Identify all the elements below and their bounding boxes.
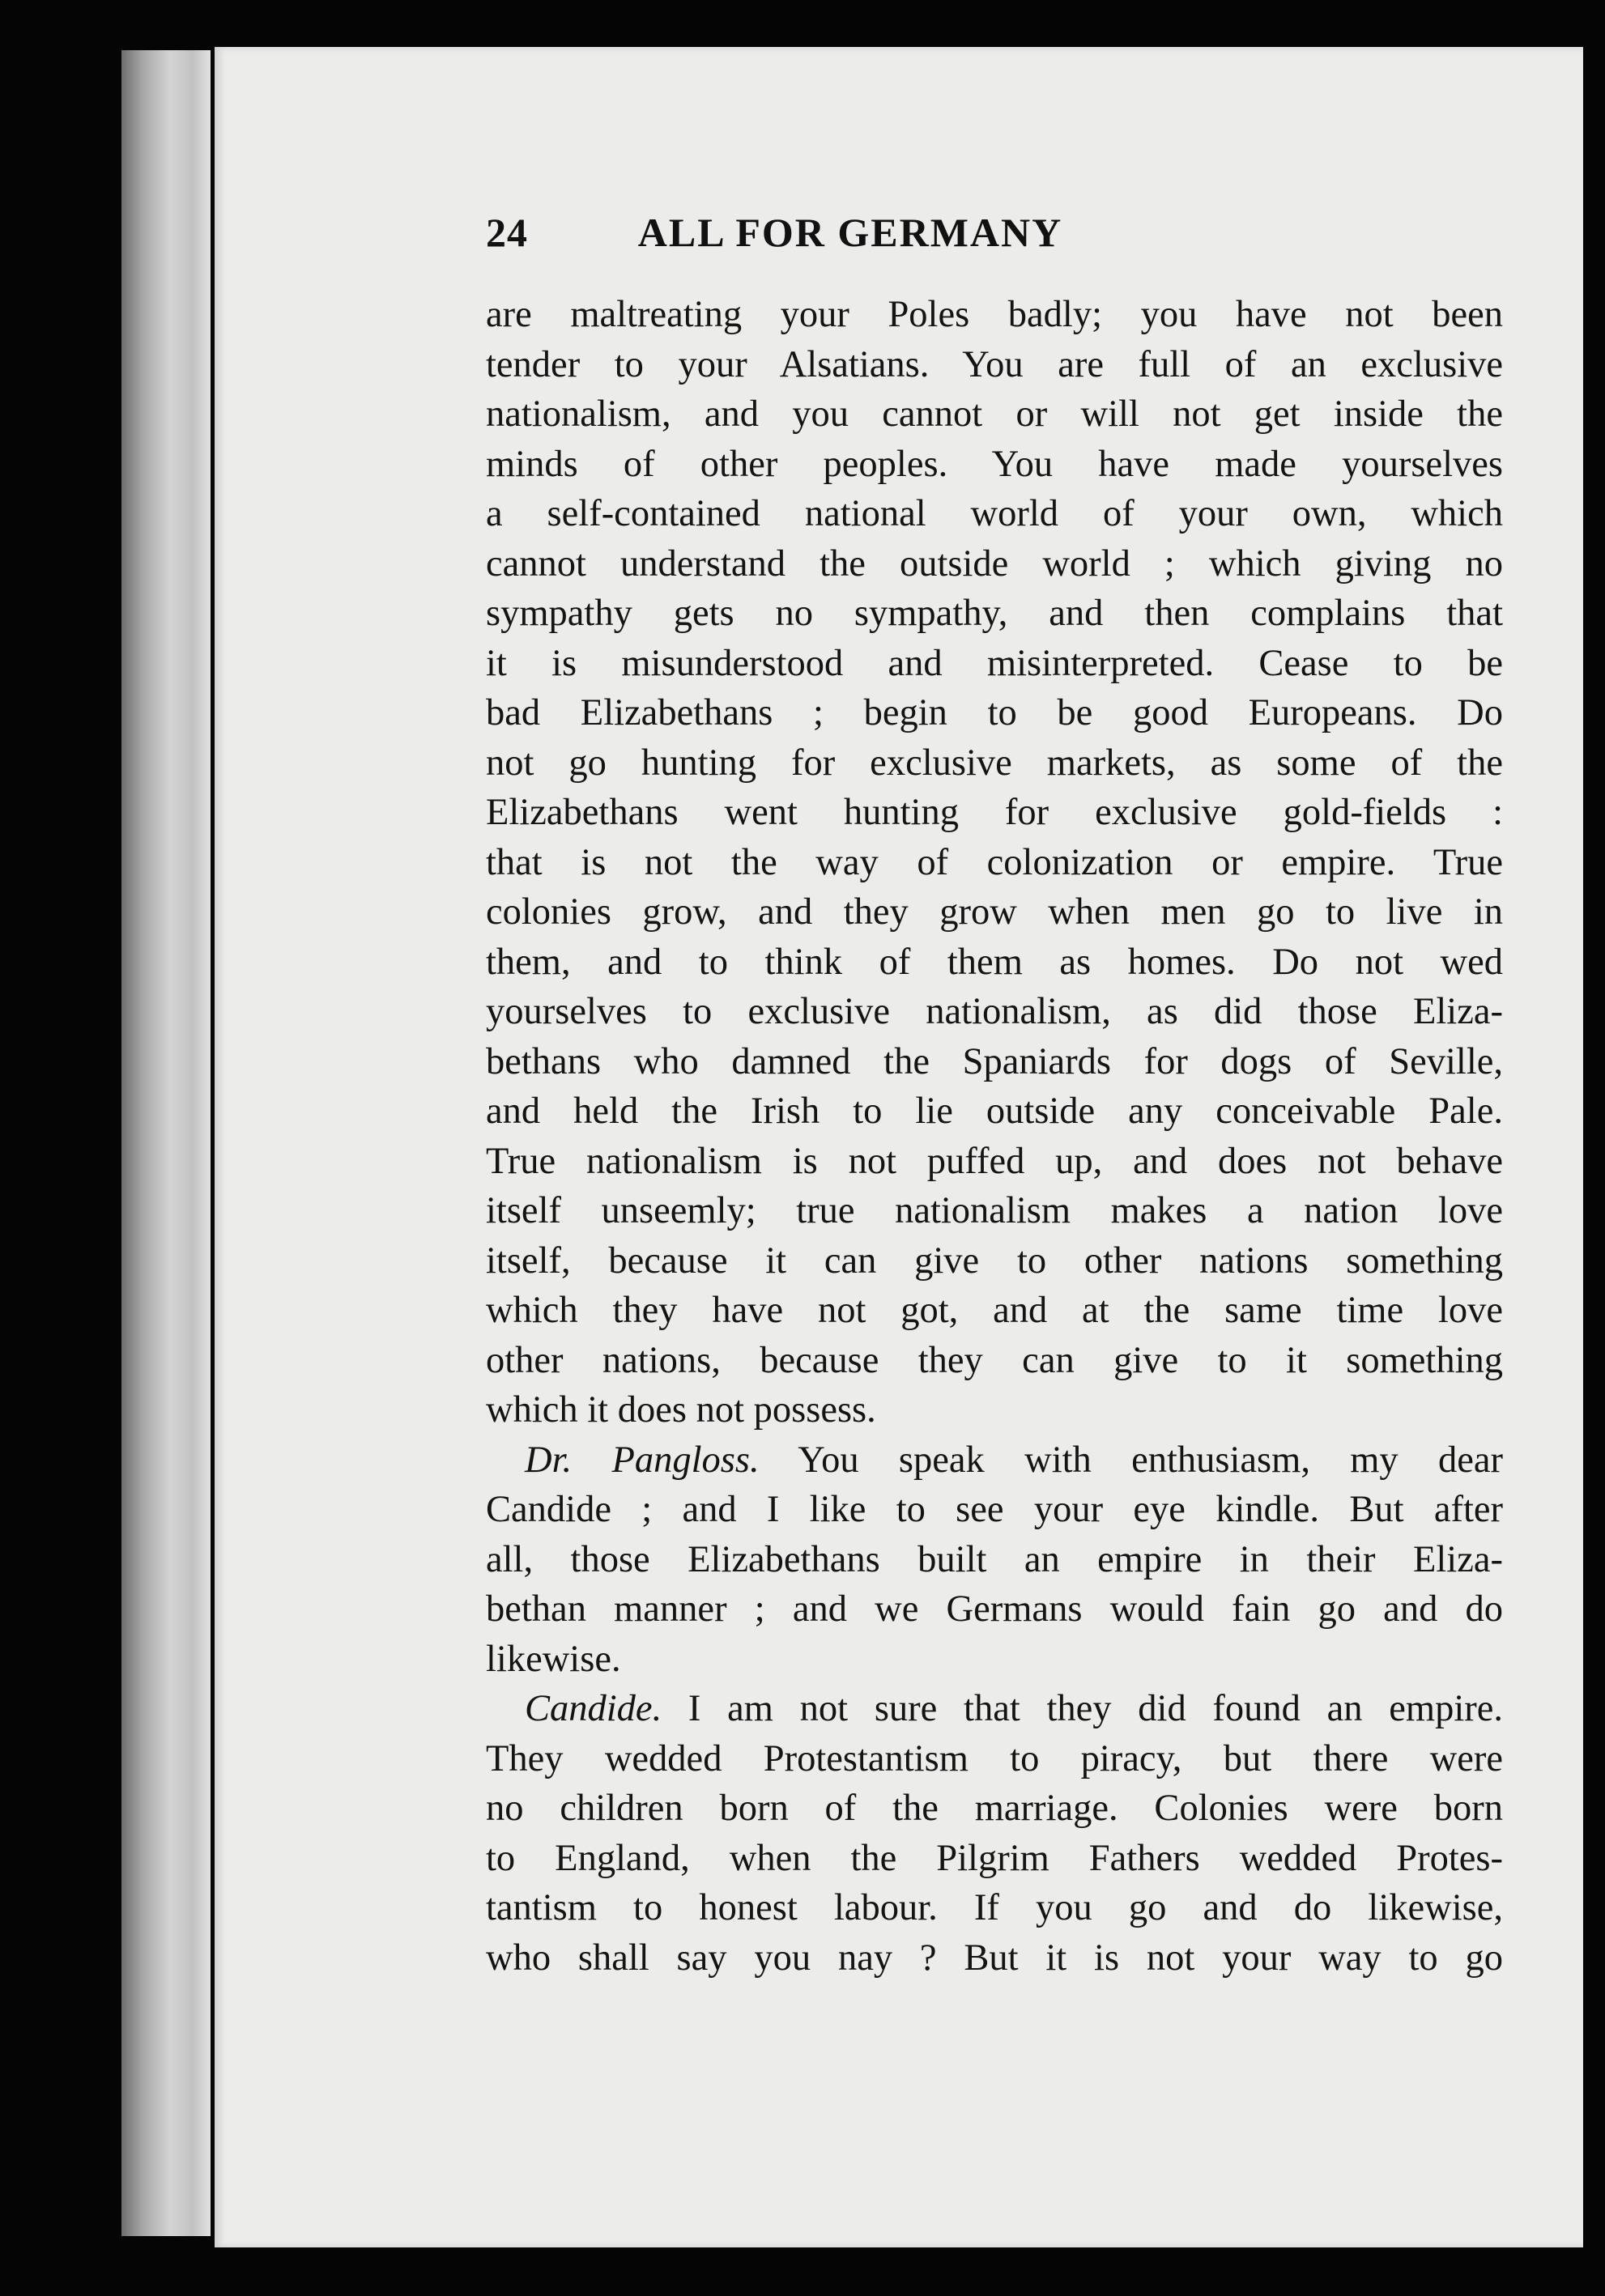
text-line <box>486 1236 1503 1286</box>
page-edges <box>121 50 211 2236</box>
text-line <box>486 987 1503 1037</box>
text-line <box>486 1535 1503 1585</box>
text-line <box>486 389 1503 440</box>
text-line <box>486 440 1503 490</box>
text-line <box>486 838 1503 888</box>
line-text: no children born of the marriage. Colonies were born <box>486 1788 1503 1829</box>
line-text: bethan manner ; and we Germans would fain go and do <box>486 1588 1503 1630</box>
line-text: to England, when the Pilgrim Fathers wedded Protes- <box>486 1837 1503 1879</box>
line-text: itself unseemly; true nationalism makes a nation love <box>486 1190 1503 1231</box>
line-text: Candide ; and I like to see your eye kindle. But after <box>486 1489 1503 1530</box>
line-text: I am not sure that they did found an empire. <box>662 1688 1503 1729</box>
line-text: and held the Irish to lie outside any conceivable Pale. <box>486 1091 1503 1132</box>
text-line <box>486 1883 1503 1933</box>
line-text: which they have not got, and at the same time love <box>486 1290 1503 1331</box>
page-header <box>486 209 1215 266</box>
text-line <box>486 1734 1503 1784</box>
line-text: bethans who damned the Spaniards for dogs of Seville, <box>486 1040 1503 1082</box>
text-line <box>486 1784 1503 1834</box>
text-line <box>486 1635 1503 1685</box>
line-text: it is misunderstood and misinterpreted. Cease to be <box>486 642 1503 684</box>
line-text: cannot understand the outside world ; which giving no <box>486 542 1503 585</box>
text-line <box>486 340 1503 390</box>
line-text: not go hunting for exclusive markets, as some of the <box>486 742 1503 784</box>
text-line <box>486 938 1503 988</box>
line-text: yourselves to exclusive nationalism, as did those Eliza- <box>486 991 1503 1032</box>
line-text: that is not the way of colonization or empire. True <box>486 841 1503 883</box>
speaker-name: Dr. Pangloss. <box>525 1439 760 1481</box>
text-line <box>486 788 1503 838</box>
text-line <box>486 1385 1503 1435</box>
line-text: Elizabethans went hunting for exclusive gold-fields : <box>486 792 1503 833</box>
body-text <box>486 290 1503 1983</box>
speaker-name: Candide. <box>525 1688 662 1729</box>
line-text: who shall say you nay ? But it is not your way to go <box>486 1937 1503 1979</box>
text-line <box>486 688 1503 738</box>
line-text: nationalism, and you cannot or will not get inside the <box>486 393 1503 435</box>
text-line <box>486 1286 1503 1336</box>
line-text: bad Elizabethans ; begin to be good Europeans. Do <box>486 692 1503 733</box>
text-line <box>486 1684 1503 1734</box>
line-text: other nations, because they can give to it something <box>486 1339 1503 1381</box>
text-line <box>486 1137 1503 1187</box>
text-line <box>486 1933 1503 1983</box>
text-line <box>486 1485 1503 1535</box>
line-text: colonies grow, and they grow when men go to live in <box>486 891 1503 933</box>
line-text: They wedded Protestantism to piracy, but there were <box>486 1737 1503 1779</box>
line-text: sympathy gets no sympathy, and then complains that <box>486 593 1503 634</box>
line-text: them, and to think of them as homes. Do not wed <box>486 941 1503 983</box>
running-title: ALL FOR GERMANY <box>637 210 1063 255</box>
line-text: are maltreating your Poles badly; you have not been <box>486 294 1503 335</box>
page-number: 24 <box>486 210 528 255</box>
text-line <box>486 489 1503 539</box>
line-text: likewise. <box>486 1638 621 1680</box>
text-line <box>486 539 1503 589</box>
text-line <box>486 1037 1503 1087</box>
text-line <box>486 1186 1503 1236</box>
text-line <box>486 1584 1503 1635</box>
text-line <box>486 589 1503 639</box>
line-text: minds of other peoples. You have made yourselves <box>486 443 1503 485</box>
line-text: tantism to honest labour. If you go and do likewise, <box>486 1887 1503 1928</box>
text-line <box>486 639 1503 689</box>
text-line <box>486 290 1503 340</box>
line-text: You speak with enthusiasm, my dear <box>759 1439 1503 1481</box>
text-line <box>486 887 1503 938</box>
line-text: itself, because it can give to other nations something <box>486 1239 1503 1282</box>
text-line <box>486 1834 1503 1884</box>
line-text: all, those Elizabethans built an empire in their Eliza- <box>486 1538 1503 1580</box>
text-line <box>486 1435 1503 1486</box>
text-line <box>486 738 1503 789</box>
line-text: a self-contained national world of your own, which <box>486 493 1503 534</box>
line-text: tender to your Alsatians. You are full of an exclusive <box>486 343 1503 385</box>
line-text: which it does not possess. <box>486 1389 876 1431</box>
text-line <box>486 1086 1503 1137</box>
line-text: True nationalism is not puffed up, and does not behave <box>486 1140 1503 1182</box>
text-line <box>486 1336 1503 1386</box>
